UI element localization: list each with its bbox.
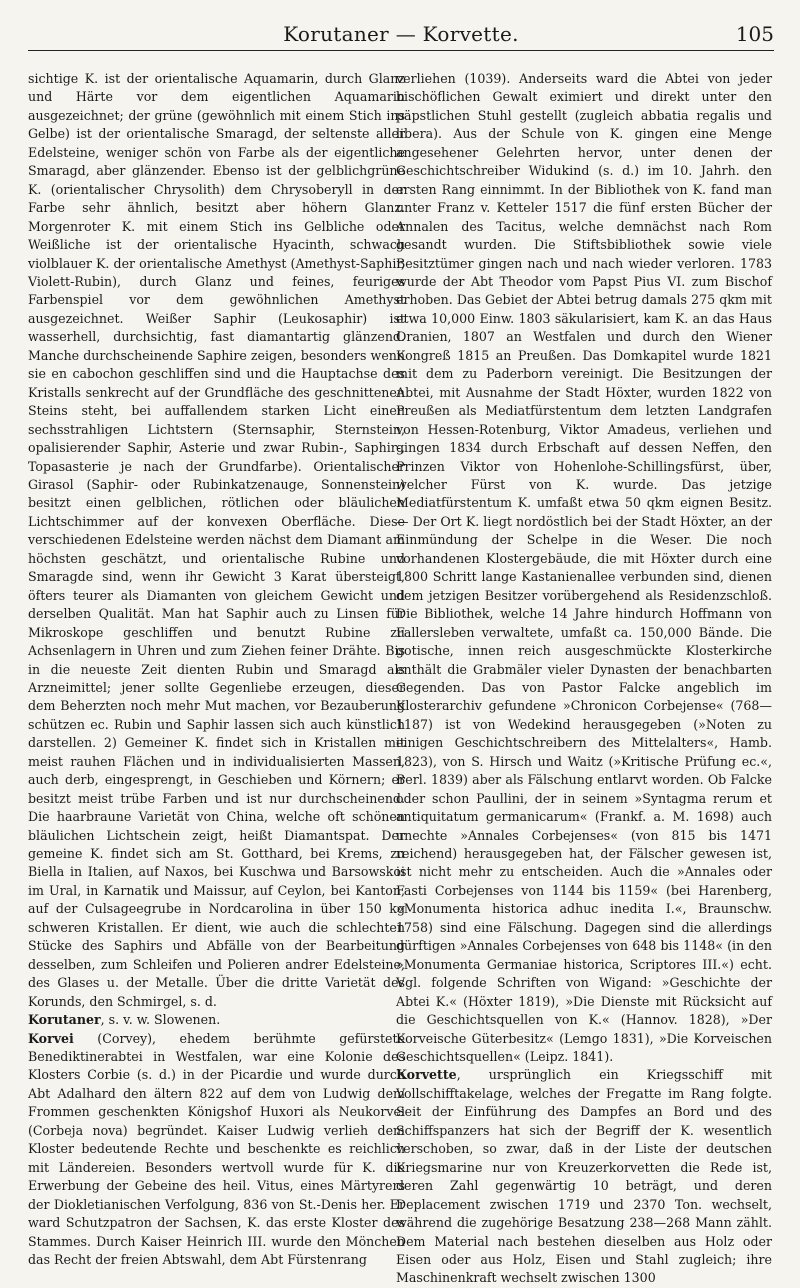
left-column [28,70,405,1269]
entry-korund-continuation: sichtige K. ist der orientalische Aquamarin, durch Glanz und Härte vor dem eigentlichen Aquamarin ausgezeichnet; der grüne (gewöhnlich mit einem Stich ins Gelbe) ist der orientalische Smaragd, der seltenste aller Edelsteine, weniger schön von Farbe als der eigentliche Smaragd, aber glänzender. Ebenso ist der gelblichgrüne K. (orientalischer Chrysolith) dem Chrysoberyll in der Farbe sehr ähnlich, besitzt aber höhern Glanz. Morgenroter K. mit einem Stich ins Gelbliche oder Weißliche ist der orientalische Hyacinth, schwach violblauer K. der orientalische Amethyst (Amethyst-Saphir, Violett-Rubin), durch Glanz und feines, feuriges Farbenspiel vor dem gewöhnlichen Amethyst ausgezeichnet. Weißer Saphir (Leukosaphir) ist wasserhell, durchsichtig, fast diamantartig glänzend. Manche durchscheinende Saphire zeigen, besonders wenn sie en cabochon geschliffen sind und die Hauptachse des Kristalls senkrecht auf der Grundfläche des geschnittenen Steins steht, bei auffallendem starken Licht einen sechsstrahligen Lichtstern (Sternsaphir, Sternstein, opalisierender Saphir, Asterie und zwar Rubin-, Saphir-, Topasasterie je nach der Grundfarbe). Orientalischer Girasol (Saphir- oder Rubinkatzenauge, Sonnenstein) besitzt einen gelblichen, rötlichen oder bläulichen Lichtschimmer auf der konvexen Oberfläche. Diese verschiedenen Edelsteine werden nächst dem Diamant am höchsten geschätzt, und orientalische Rubine und Smaragde sind, wenn ihr Gewicht 3 Karat übersteigt, öfters teurer als Diamanten von gleichem Gewicht und derselben Qualität. Man hat Saphir auch zu Linsen für Mikroskope geschliffen und benutzt Rubine zu Achsenlagern in Uhren und zum Ziehen feiner Drähte. Bis in die neueste Zeit dienten Rubin und Smaragd als Arzneimittel; jener sollte Gegenliebe erzeugen, dieser dem Beherzten noch mehr Mut machen, vor Bezauberung schützen ec. Rubin und Saphir lassen sich auch künstlich darstellen. 2) Gemeiner K. findet sich in Kristallen mit meist rauhen Flächen und in individualisierten Massen, auch derb, eingesprengt, in Geschieben und Körnern; er besitzt meist trübe Farben und ist nur durchscheinend. Die haarbraune Varietät von China, welche oft schönen bläulichen Lichtschein zeigt, heißt Diamantspat. Der gemeine K. findet sich am St. Gotthard, bei Krems, zu Biella in Italien, auf Naxos, bei Kuschwa und Barsowskoi im Ural, in Karnatik und Maissur, auf Ceylon, bei Kanton, auf der Culsageegrube in Nordcarolina in über 150 kg schweren Kristallen. Er dient, wie auch die schlechten Stücke des Saphirs und Abfälle von der Bearbeitung desselben, zum Schleifen und Polieren andrer Edelsteine, des Glases u. der Metalle. Über die dritte Varietät des Korunds, den Schmirgel, s. d. [28,71,405,1009]
page-number: 105 [735,22,774,46]
entry-korutaner [28,1011,405,1029]
running-head: Korutaner — Korvette. [283,22,519,46]
entry-text: , s. v. w. Slowenen. [100,1012,221,1028]
entry-headword: Korvette [396,1067,457,1083]
entry-korvei [28,1030,405,1270]
entry-headword: Korutaner [28,1012,101,1028]
right-column [396,70,772,1288]
entry-korvette [396,1066,772,1287]
entry-korvei-continuation: verliehen (1039). Anderseits ward die Abtei von jeder bischöflichen Gewalt eximiert und direkt unter den päpstlichen Stuhl gestellt (zugleich abbatia regalis und libera). Aus der Schule von K. gingen eine Menge angesehener Gelehrten hervor, unter denen der Geschichtschreiber Widukind (s. d.) im 10. Jahrh. den ersten Rang einnimmt. In der Bibliothek von K. fand man unter Franz v. Ketteler 1517 die fünf ersten Bücher der Annalen des Tacitus, welche demnächst nach Rom gesandt wurden. Die Stiftsbibliothek sowie viele Besitztümer gingen nach und nach wieder verloren. 1783 wurde der Abt Theodor vom Papst Pius VI. zum Bischof erhoben. Das Gebiet der Abtei betrug damals 275 qkm mit etwa 10,000 Einw. 1803 säkularisiert, kam K. an das Haus Oranien, 1807 an Westfalen und durch den Wiener Kongreß 1815 an Preußen. Das Domkapitel wurde 1821 mit dem zu Paderborn vereinigt. Die Besitzungen der Abtei, mit Ausnahme der Stadt Höxter, wurden 1822 von Preußen als Mediatfürstentum dem letzten Landgrafen von Hessen-Rotenburg, Viktor Amadeus, verliehen und gingen 1834 durch Erbschaft auf dessen Neffen, den Prinzen Viktor von Hohenlohe-Schillingsfürst, über, welcher Fürst von K. wurde. Das jetzige Mediatfürstentum K. umfaßt etwa 50 qkm eignen Besitz. — Der Ort K. liegt nordöstlich bei der Stadt Höxter, an der Einmündung der Schelpe in die Weser. Die noch vorhandenen Klostergebäude, die mit Höxter durch eine 1800 Schritt lange Kastanienallee verbunden sind, dienen dem jetzigen Besitzer vorübergehend als Residenzschloß. Die Bibliothek, welche 14 Jahre hindurch Hoffmann von Fallersleben verwaltete, umfaßt ca. 150,000 Bände. Die gotische, innen reich ausgeschmückte Klosterkirche enthält die Grabmäler vieler Dynasten der benachbarten Gegenden. Das von Pastor Falcke angeblich im Klosterarchiv gefundene »Chronicon Corbejense« (768—1187) ist von Wedekind herausgegeben (»Noten zu einigen Geschichtschreibern des Mittelalters«, Hamb. 1823), von S. Hirsch und Waitz (»Kritische Prüfung ec.«, Berl. 1839) aber als Fälschung entlarvt worden. Ob Falcke oder schon Paullini, der in seinem »Syntagma rerum et antiquitatum germanicarum« (Frankf. a. M. 1698) auch unechte »Annales Corbejenses« (von 815 bis 1471 reichend) herausgegeben hat, der Fälscher gewesen ist, ist nicht mehr zu entscheiden. Auch die »Annales oder Fasti Corbejenses von 1144 bis 1159« (bei Harenberg, »Monumenta historica adhuc inedita I.«, Braunschw. 1758) sind eine Fälschung. Dagegen sind die allerdings dürftigen »Annales Corbejenses von 648 bis 1148« (in den »Monumenta Germaniae historica, Scriptores III.«) echt. Vgl. folgende Schriften von Wigand: »Geschichte der Abtei K.« (Höxter 1819), »Die Dienste mit Rücksicht auf die Geschichtsquellen von K.« (Hannov. 1828), »Der Korveische Güterbesitz« (Lemgo 1831), »Die Korveischen Geschichtsquellen« (Leipz. 1841). [396,71,772,1065]
entry-headword: Korvei [28,1030,74,1046]
entry-text: (Corvey), ehedem berühmte gefürstete Benediktinerabtei in Westfalen, war eine Kolonie des Klosters Corbie (s. d.) in der Picardie und wurde durch Abt Adalhard den ältern 822 auf dem von Ludwig dem Frommen geschenkten Königshof Huxori als Neukorvei (Corbeja nova) begründet. Kaiser Ludwig verlieh dem Kloster bedeutende Rechte und beschenkte es reichlich mit Ländereien. Besonders wertvoll wurde für K. die Erwerbung der Gebeine des heil. Vitus, eines Märtyrers der Diokletianischen Verfolgung, 836 von St.-Denis her. Er ward Schutzpatron der Sachsen, K. das erste Kloster des Stammes. Durch Kaiser Heinrich III. wurde den Mönchen das Recht der freien Abtswahl, dem Abt Fürstenrang [28,1030,405,1267]
entry-text: , ursprünglich ein Kriegsschiff mit Vollschifftakelage, welches der Fregatte im Rang folgte. Seit der Einführung des Dampfes an Bord und des Schiffspanzers hat sich der Begriff der K. wesentlich verschoben, so zwar, daß in der Liste der deutschen Kriegsmarine nur von Kreuzerkorvetten die Rede ist, deren Zahl gegenwärtig 10 beträgt, und deren Deplacement zwischen 1719 und 2370 Ton. wechselt, während die zugehörige Besatzung 238—268 Mann zählt. Dem Material nach bestehen dieselben aus Holz oder Eisen oder aus Holz, Eisen und Stahl zugleich; ihre Maschinenkraft wechselt zwischen 1300 [396,1067,772,1286]
page-header [28,20,774,51]
